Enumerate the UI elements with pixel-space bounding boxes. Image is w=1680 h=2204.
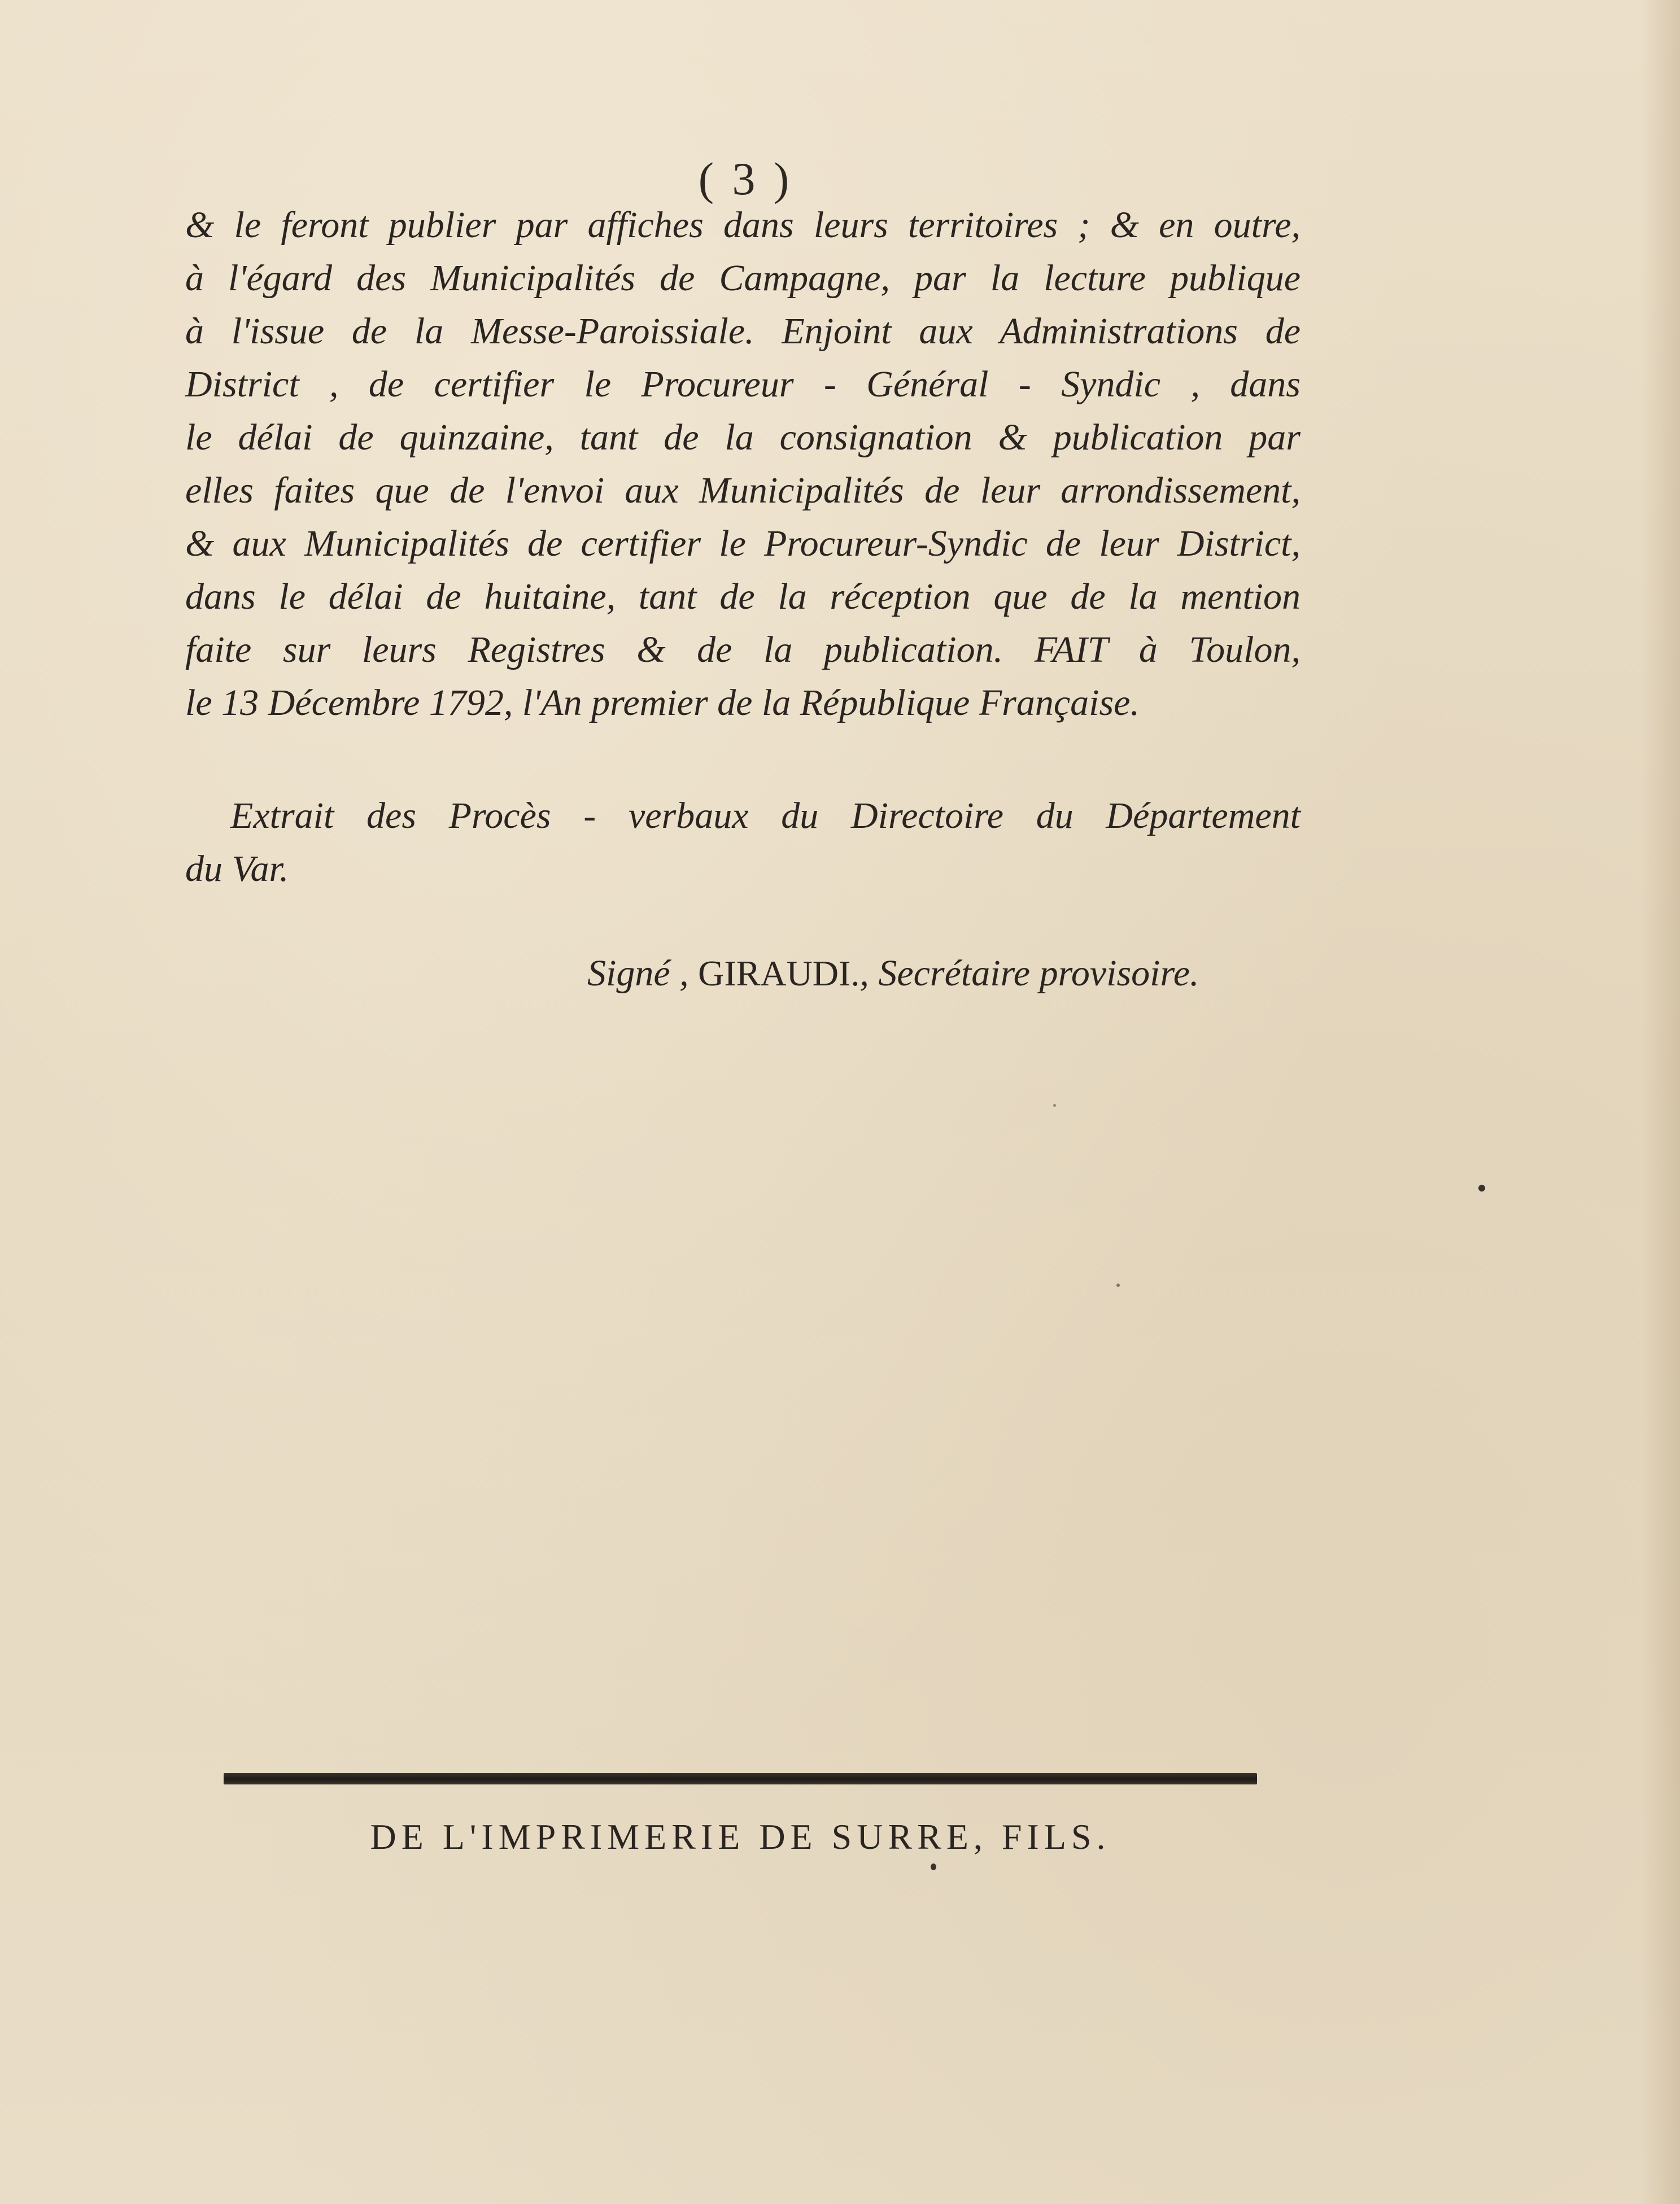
body-line: elles faites que de l'envoi aux Municipalités de leur arrondissement, [185,470,1301,511]
page-number: ( 3 ) [698,153,793,204]
ink-speck [1116,1284,1120,1287]
ink-speck [1478,1185,1485,1192]
body-line: le 13 Décembre 1792, l'An premier de la République Française. [185,682,1140,723]
extract-line: du Var. [185,848,289,889]
body-line: & le feront publier par affiches dans leurs territoires ; & en outre, [185,204,1301,246]
ink-speck [931,1863,936,1870]
body-line: faite sur leurs Registres & de la publication. FAIT à Toulon, [185,629,1301,670]
extract-note [185,789,1301,896]
body-line: & aux Municipalités de certifier le Procureur-Syndic de leur District, [185,523,1301,564]
body-line: dans le délai de huitaine, tant de la réception que de la mention [185,576,1301,617]
body-line: à l'égard des Municipalités de Campagne, par la lecture publique [185,258,1301,299]
body-paragraph [185,199,1301,730]
ink-speck [1053,1104,1056,1107]
signatory-title: Secrétaire provisoire. [878,953,1199,994]
body-line: District , de certifier le Procureur - Général - Syndic , dans [185,364,1301,405]
printer-rule [224,1773,1257,1784]
page-edge-shadow [1640,0,1680,2204]
body-line: le délai de quinzaine, tant de la consignation & publication par [185,417,1301,458]
signed-label: Signé , [587,953,689,994]
signature-separator: , [859,953,869,994]
printer-imprint: DE L'IMPRIMERIE DE SURRE, FILS. [370,1817,1111,1857]
extract-line: Extrait des Procès - verbaux du Directoire du Département [230,795,1301,836]
signatory-name: GIRAUDI. [698,953,860,993]
signature-line [587,947,1301,1000]
body-line: à l'issue de la Messe-Paroissiale. Enjoint aux Administrations de [185,311,1301,352]
